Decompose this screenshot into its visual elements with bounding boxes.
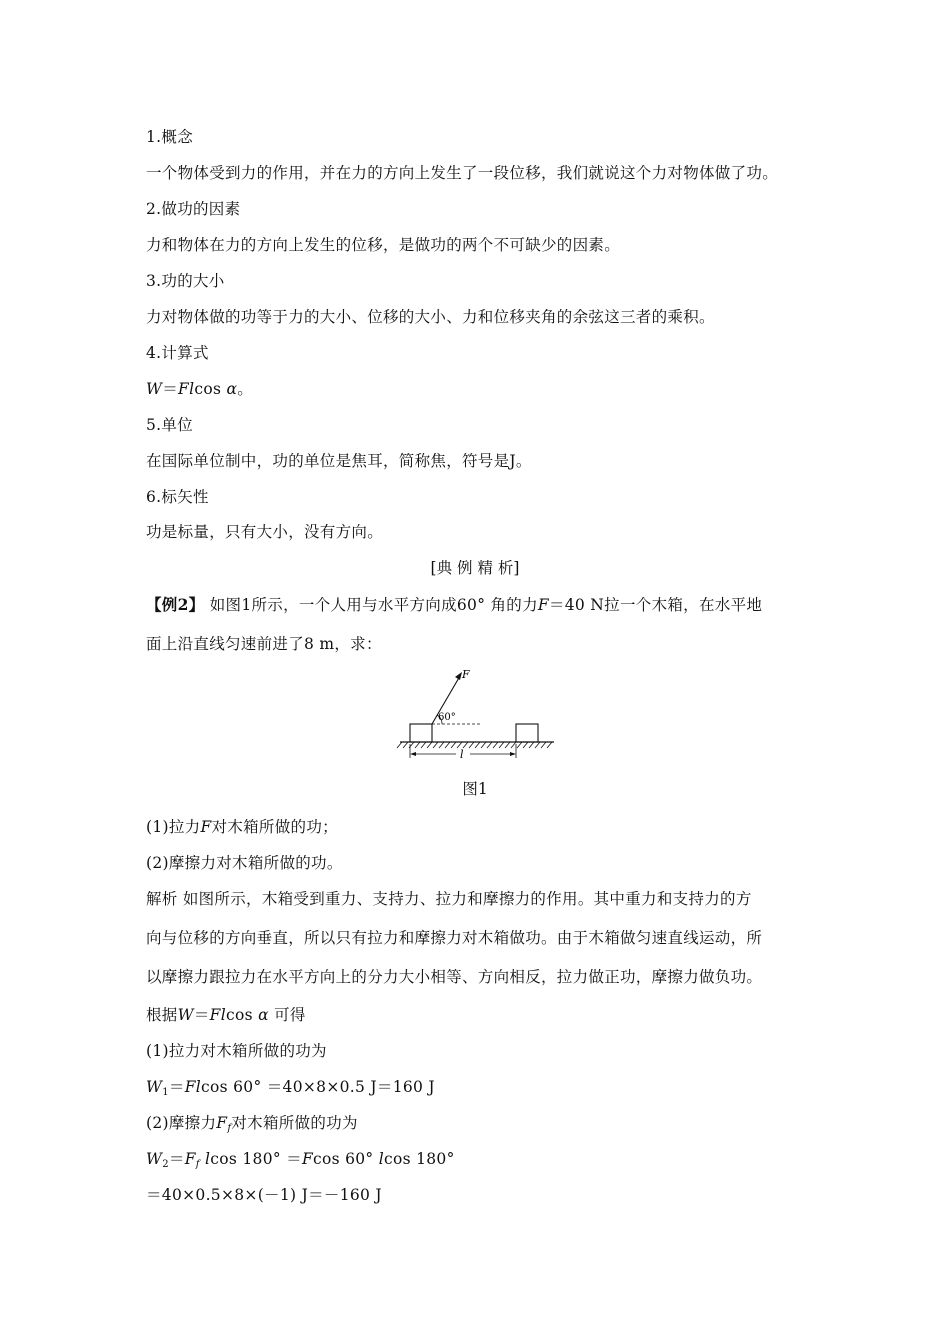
hatch-stroke bbox=[415, 742, 420, 748]
hatch-stroke bbox=[499, 742, 504, 748]
symbol-eq: ＝ bbox=[168, 1078, 185, 1096]
example-force-symbol: F bbox=[537, 596, 549, 614]
concept-body: 一个物体受到力的作用，并在力的方向上发生了一段位移，我们就说这个力对物体做了功。 bbox=[146, 164, 779, 182]
solution-para-3: 以摩擦力跟拉力在水平方向上的分力大小相等、方向相反，拉力做正功，摩擦力做负功。 bbox=[146, 968, 763, 986]
formula-end: 。 bbox=[237, 380, 254, 398]
hatch-stroke bbox=[427, 742, 432, 748]
subscript-1: 1 bbox=[162, 1087, 169, 1098]
magnitude-body: 力对物体做的功等于力的大小、位移的大小、力和位移夹角的余弦这三者的乘积。 bbox=[146, 308, 715, 326]
hatch-stroke bbox=[403, 742, 408, 748]
dimension-arrow-left bbox=[410, 752, 416, 756]
heading-factors: 2.做功的因素 bbox=[146, 200, 241, 218]
hatch-stroke bbox=[535, 742, 540, 748]
hatch-stroke bbox=[511, 742, 516, 748]
symbol-w: W bbox=[146, 1078, 163, 1096]
hatch-stroke bbox=[547, 742, 552, 748]
heading-magnitude: 3.功的大小 bbox=[146, 272, 225, 290]
ground-hatching bbox=[397, 742, 552, 748]
work-w2-part-c: cos 180° bbox=[383, 1150, 455, 1168]
scalar-body: 功是标量，只有大小，没有方向。 bbox=[146, 523, 384, 541]
hatch-stroke bbox=[421, 742, 426, 748]
symbol-l: l bbox=[189, 380, 195, 398]
solution-part-2-text-a: (2)摩擦力 bbox=[146, 1114, 217, 1132]
hatch-stroke bbox=[475, 742, 480, 748]
hatch-stroke bbox=[493, 742, 498, 748]
example-line-1 bbox=[146, 595, 762, 615]
hatch-stroke bbox=[469, 742, 474, 748]
work-w1-line bbox=[146, 1077, 435, 1103]
solution-para-2: 向与位移的方向垂直，所以只有拉力和摩擦力对木箱做功。由于木箱做匀速直线运动，所 bbox=[146, 929, 763, 947]
unit-body: 在国际单位制中，功的单位是焦耳，简称焦，符号是J。 bbox=[146, 452, 532, 470]
work-w2-line bbox=[146, 1149, 455, 1175]
example-text-a: 如图1所示，一个人用与水平方向成60° 角的力 bbox=[204, 596, 538, 614]
symbol-l: l bbox=[220, 1006, 226, 1024]
symbol-f: F bbox=[209, 1006, 221, 1024]
symbol-alpha: α bbox=[258, 1006, 269, 1024]
hatch-stroke bbox=[451, 742, 456, 748]
hatch-stroke bbox=[505, 742, 510, 748]
symbol-l: l bbox=[378, 1150, 384, 1168]
question-2: (2)摩擦力对木箱所做的功。 bbox=[146, 854, 343, 872]
hatch-stroke bbox=[541, 742, 546, 748]
question-1-text-b: 对木箱所做的功； bbox=[211, 818, 338, 836]
hatch-stroke bbox=[445, 742, 450, 748]
work-w2-result: ＝40×0.5×8×(－1) J＝－160 J bbox=[146, 1186, 382, 1204]
hatch-stroke bbox=[529, 742, 534, 748]
subscript-f: f bbox=[227, 1123, 232, 1134]
hatch-stroke bbox=[433, 742, 438, 748]
force-label: F bbox=[462, 668, 470, 681]
example-text-b: ＝40 N拉一个木箱，在水平地 bbox=[548, 596, 763, 614]
example-tag: 【例2】 bbox=[146, 595, 205, 614]
subscript-f: f bbox=[195, 1159, 200, 1170]
hatch-stroke bbox=[481, 742, 486, 748]
box-start bbox=[410, 724, 432, 742]
symbol-cos: cos bbox=[194, 380, 227, 398]
formula-line bbox=[146, 379, 253, 399]
solution-formula-ref-text-a: 根据 bbox=[146, 1006, 178, 1024]
work-w2-part-b: cos 60° bbox=[313, 1150, 379, 1168]
work-w2-part-a: cos 180° ＝ bbox=[210, 1150, 302, 1168]
question-1-force-symbol: F bbox=[200, 818, 212, 836]
symbol-w: W bbox=[146, 1150, 163, 1168]
angle-label: 60° bbox=[438, 712, 456, 723]
solution-part-2-text-b: 对木箱所做的功为 bbox=[231, 1114, 358, 1132]
work-w1-rest: cos 60° ＝40×8×0.5 J＝160 J bbox=[201, 1078, 435, 1096]
dimension-arrow-right bbox=[510, 752, 516, 756]
hatch-stroke bbox=[439, 742, 444, 748]
hatch-stroke bbox=[487, 742, 492, 748]
heading-concept: 1.概念 bbox=[146, 128, 193, 146]
symbol-eq: ＝ bbox=[168, 1150, 185, 1168]
solution-formula-ref-text-b: 可得 bbox=[274, 1006, 306, 1024]
symbol-alpha: α bbox=[226, 380, 238, 398]
hatch-stroke bbox=[397, 742, 402, 748]
symbol-eq: ＝ bbox=[193, 1006, 210, 1024]
analysis-title: [典 例 精 析] bbox=[430, 559, 520, 577]
symbol-f: F bbox=[184, 1150, 196, 1168]
symbol-eq: ＝ bbox=[162, 380, 179, 398]
force-arrowhead bbox=[455, 672, 462, 680]
symbol-w: W bbox=[146, 380, 163, 398]
symbol-l: l bbox=[205, 1150, 211, 1168]
length-label: l bbox=[460, 748, 464, 760]
heading-scalar: 6.标矢性 bbox=[146, 488, 209, 506]
solution-part-1: (1)拉力对木箱所做的功为 bbox=[146, 1042, 327, 1060]
question-1 bbox=[146, 817, 338, 837]
symbol-cos: cos bbox=[225, 1006, 259, 1024]
symbol-f: F bbox=[216, 1114, 228, 1132]
hatch-stroke bbox=[463, 742, 468, 748]
solution-formula-ref bbox=[146, 1005, 306, 1025]
hatch-stroke bbox=[523, 742, 528, 748]
symbol-f: F bbox=[301, 1150, 314, 1168]
solution-part-2 bbox=[146, 1113, 358, 1139]
box-end bbox=[516, 724, 538, 742]
example-line-2: 面上沿直线匀速前进了8 m，求： bbox=[146, 635, 382, 653]
question-1-text-a: (1)拉力 bbox=[146, 818, 201, 836]
hatch-stroke bbox=[517, 742, 522, 748]
heading-formula: 4.计算式 bbox=[146, 344, 209, 362]
subscript-2: 2 bbox=[162, 1159, 169, 1170]
factors-body: 力和物体在力的方向上发生的位移，是做功的两个不可缺少的因素。 bbox=[146, 236, 621, 254]
symbol-l: l bbox=[195, 1078, 202, 1096]
symbol-w: W bbox=[177, 1006, 194, 1024]
heading-unit: 5.单位 bbox=[146, 416, 193, 434]
figure-caption: 图1 bbox=[462, 780, 488, 798]
symbol-f: F bbox=[178, 380, 190, 398]
figure-box-diagram bbox=[396, 664, 560, 760]
solution-para-1: 解析 如图所示，木箱受到重力、支持力、拉力和摩擦力的作用。其中重力和支持力的方 bbox=[146, 890, 752, 908]
symbol-f: F bbox=[184, 1078, 196, 1096]
